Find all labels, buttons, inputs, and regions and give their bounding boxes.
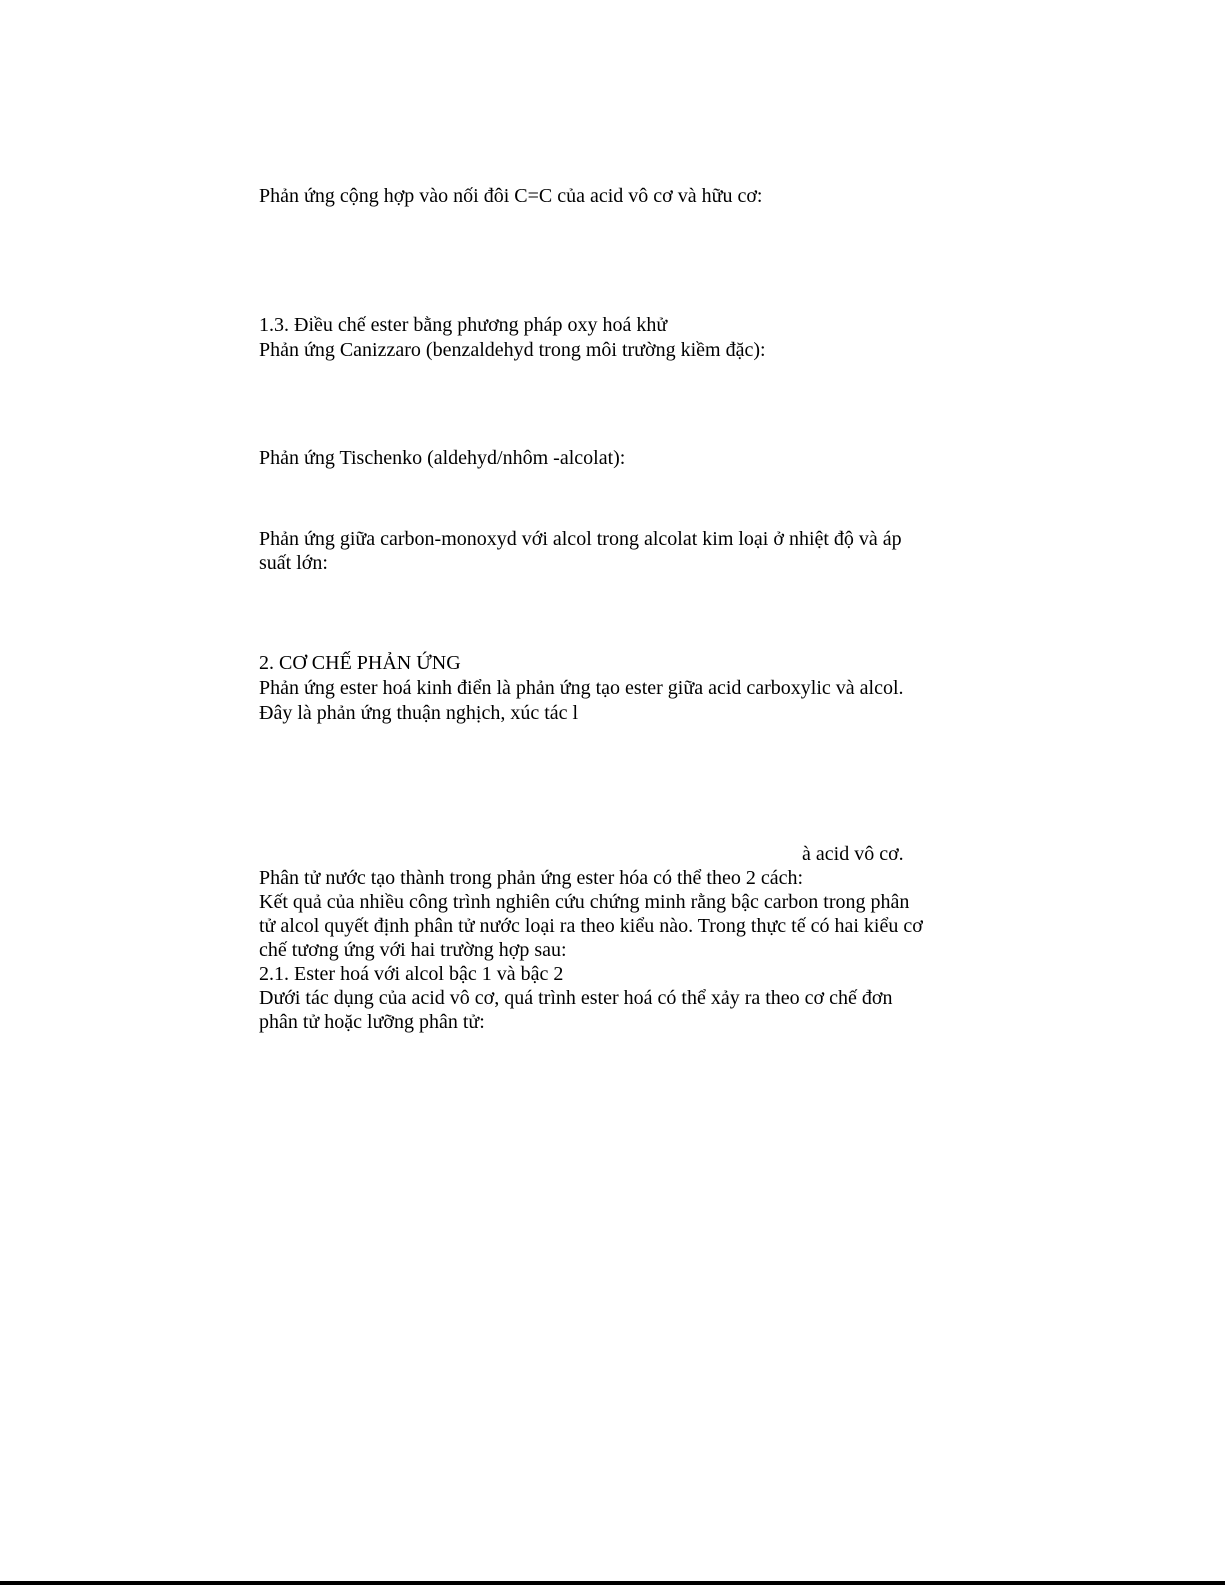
page-bottom-border	[0, 1581, 1225, 1585]
text-line-inorganic-acid-effect-2: phân tử hoặc lưỡng phân tử:	[259, 1011, 485, 1033]
text-line-inorganic-acid-effect-1: Dưới tác dụng của acid vô cơ, quá trình ester hoá có thể xảy ra theo cơ chế đơn	[259, 987, 893, 1009]
text-line-inorganic-acid-fragment: à acid vô cơ.	[802, 843, 904, 865]
text-line-tischenko: Phản ứng Tischenko (aldehyd/nhôm -alcolat):	[259, 447, 626, 469]
text-line-water-molecule: Phân tử nước tạo thành trong phản ứng ester hóa có thể theo 2 cách:	[259, 867, 804, 889]
heading-2-mechanism: 2. CƠ CHẾ PHẢN ỨNG	[259, 652, 461, 674]
text-line-research-results-2: tử alcol quyết định phân tử nước loại ra theo kiểu nào. Trong thực tế có hai kiểu cơ	[259, 915, 923, 937]
text-line-high-pressure: suất lớn:	[259, 552, 328, 574]
heading-1-3-redox-ester: 1.3. Điều chế ester bằng phương pháp oxy hoá khử	[259, 314, 668, 336]
text-line-addition-reaction: Phản ứng cộng hợp vào nối đôi C=C của acid vô cơ và hữu cơ:	[259, 185, 763, 207]
text-line-canizzaro: Phản ứng Canizzaro (benzaldehyd trong môi trường kiềm đặc):	[259, 339, 766, 361]
heading-2-1-primary-secondary-alcohol: 2.1. Ester hoá với alcol bậc 1 và bậc 2	[259, 963, 564, 985]
text-line-reversible-reaction: Đây là phản ứng thuận nghịch, xúc tác l	[259, 702, 579, 724]
text-line-carbon-monoxide: Phản ứng giữa carbon-monoxyd với alcol trong alcolat kim loại ở nhiệt độ và áp	[259, 528, 902, 550]
text-line-classic-esterification: Phản ứng ester hoá kinh điển là phản ứng tạo ester giữa acid carboxylic và alcol.	[259, 677, 904, 699]
text-line-research-results-1: Kết quả của nhiều công trình nghiên cứu chứng minh rằng bậc carbon trong phân	[259, 891, 910, 913]
text-line-research-results-3: chế tương ứng với hai trường hợp sau:	[259, 939, 567, 961]
